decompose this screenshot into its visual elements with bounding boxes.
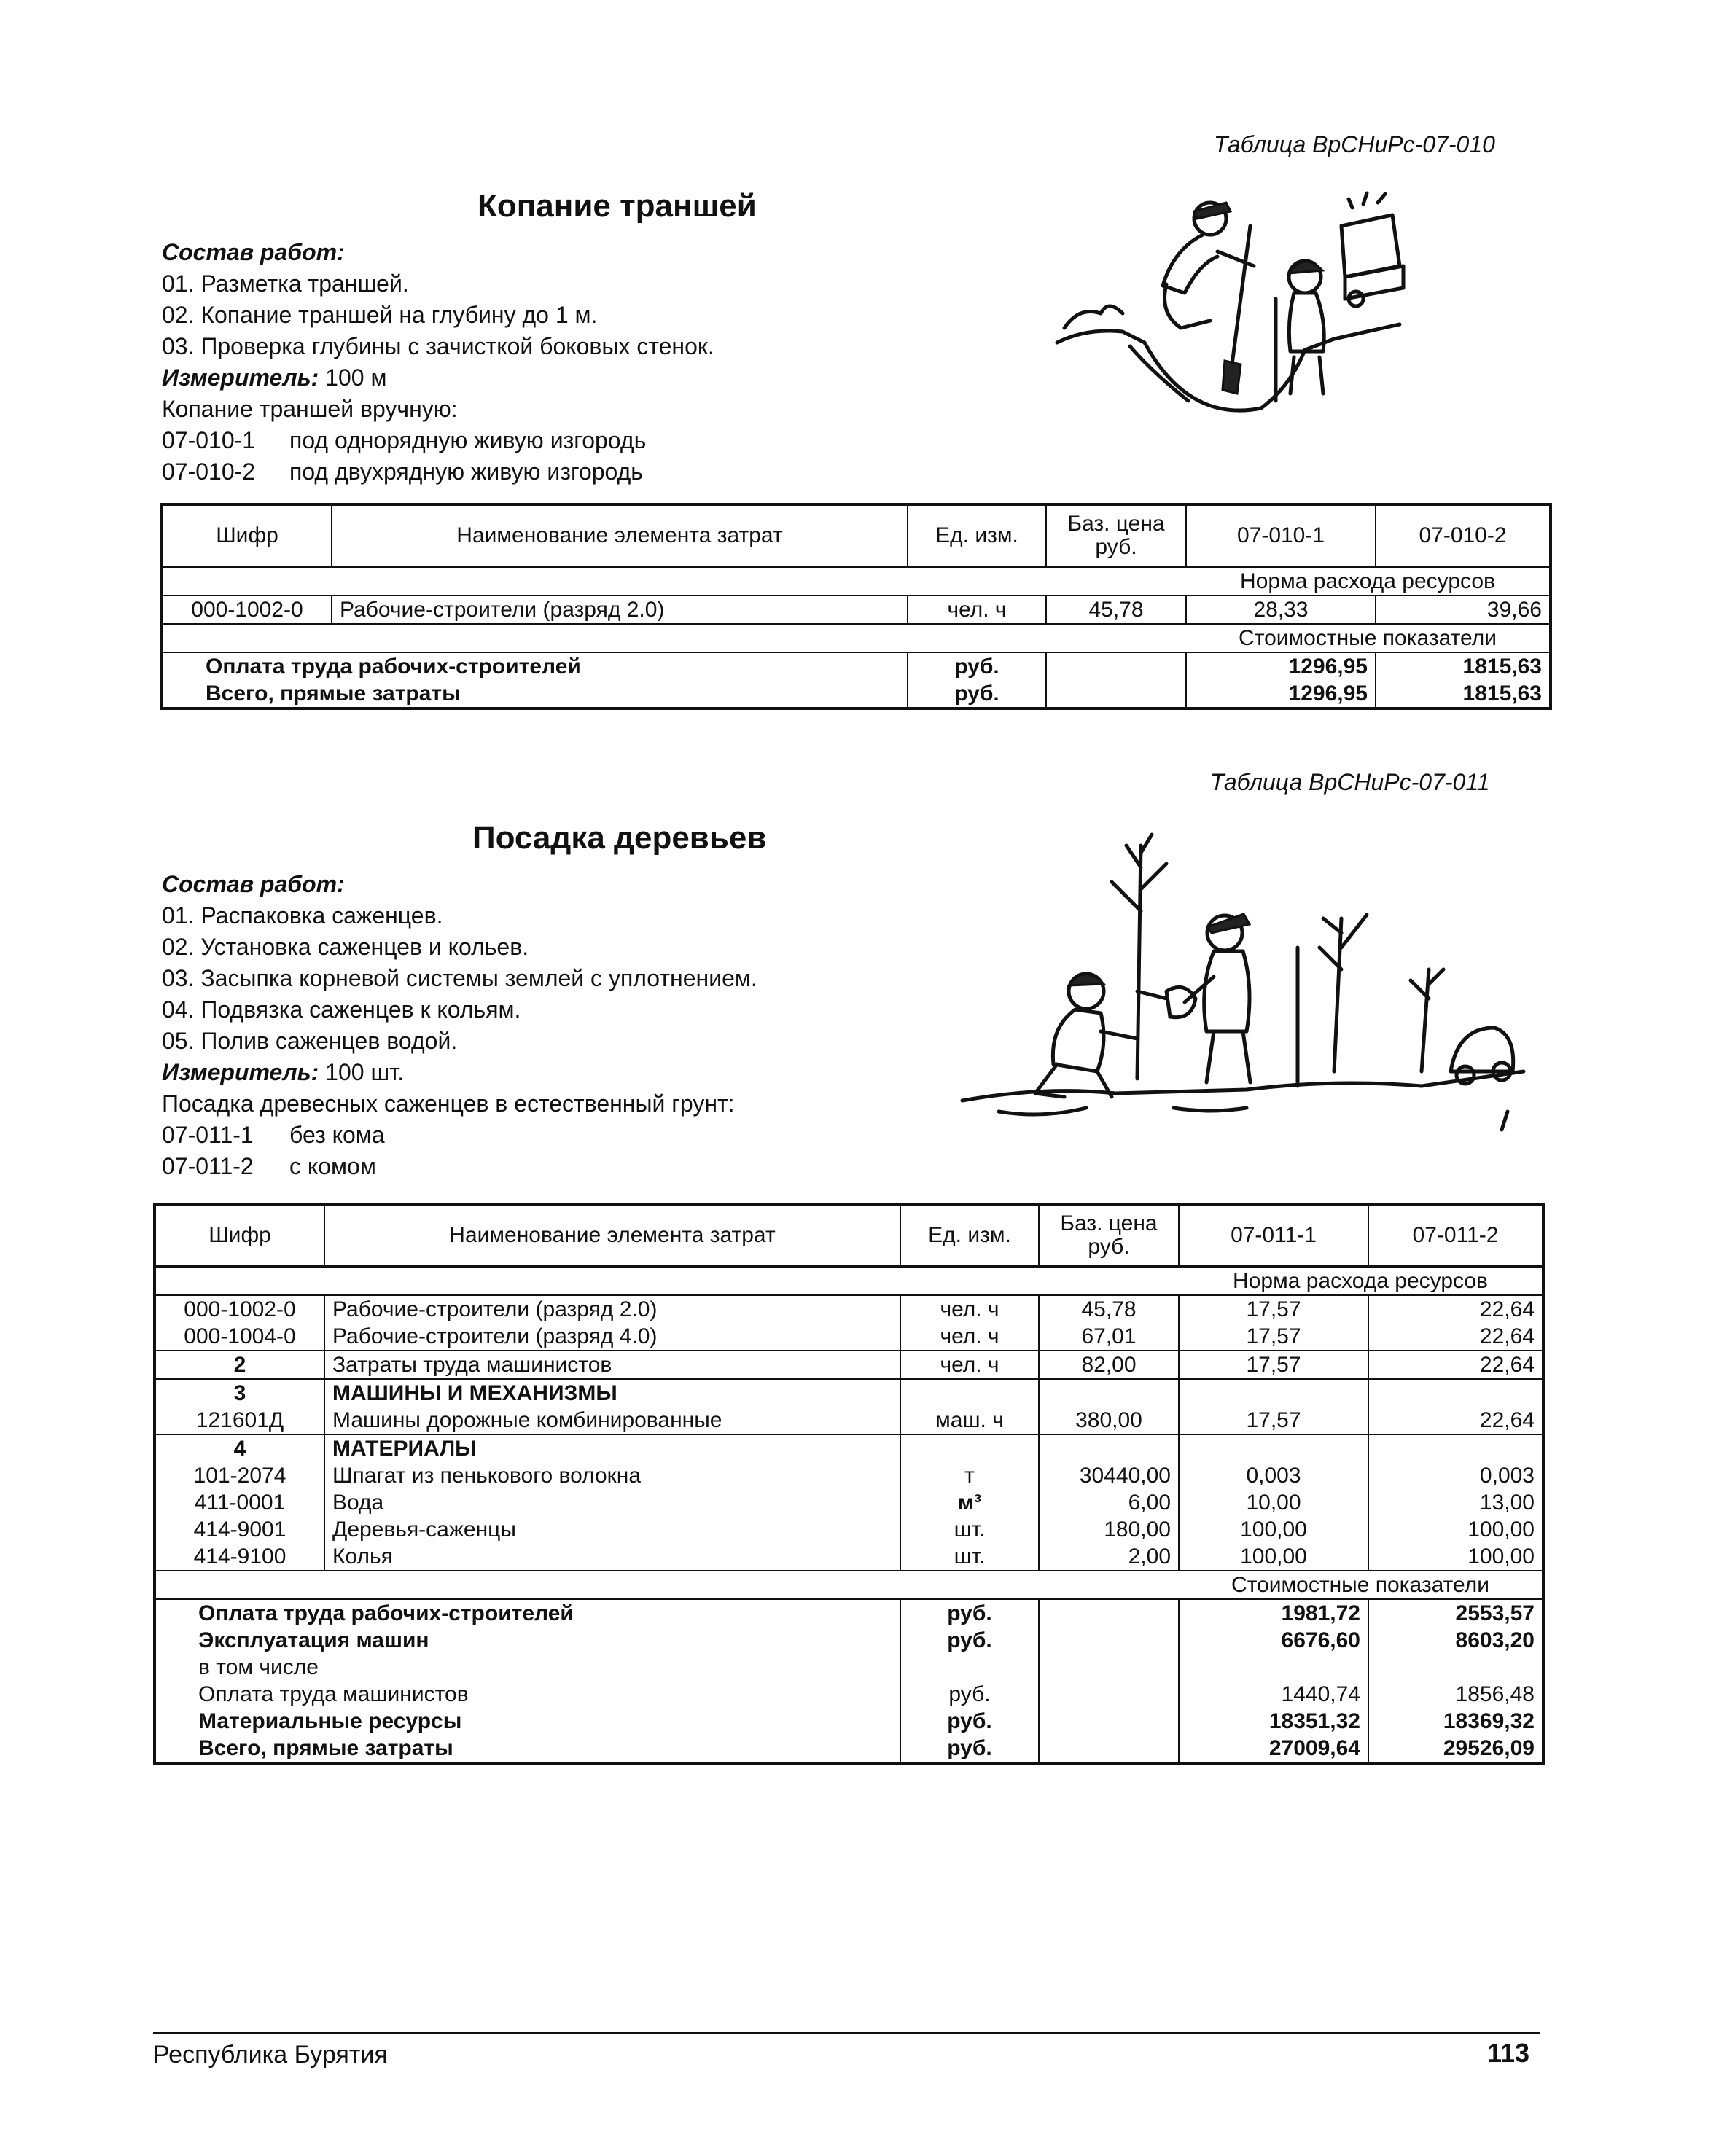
table-row: 4 МАТЕРИАЛЫ bbox=[155, 1434, 1543, 1462]
header-code: Шифр bbox=[155, 1204, 324, 1267]
tree-planting-illustration bbox=[955, 824, 1538, 1144]
variant: 07-011-2 с комом bbox=[162, 1153, 376, 1179]
table-row: 000-1002-0 Рабочие-строители (разряд 2.0) чел. ч 45,78 28,33 39,66 bbox=[162, 595, 1551, 624]
header-name: Наименование элемента затрат bbox=[324, 1204, 900, 1267]
header-unit: Ед. изм. bbox=[908, 504, 1046, 567]
total-row: Эксплуатация машин руб. 6676,60 8603,20 bbox=[155, 1627, 1543, 1654]
total-row: Оплата труда рабочих-строителей руб. 1296,95 1815,63 bbox=[162, 652, 1551, 680]
measure: Измеритель: 100 м bbox=[162, 364, 387, 391]
header-code: Шифр bbox=[162, 504, 332, 567]
table-row: 3 МАШИНЫ И МЕХАНИЗМЫ bbox=[155, 1379, 1543, 1407]
norm-label-row: Норма расхода ресурсов bbox=[162, 567, 1551, 596]
header-col1: 07-010-1 bbox=[1186, 504, 1376, 567]
table-id: Таблица ВрСНиРс-07-010 bbox=[1214, 131, 1495, 157]
footer-divider bbox=[153, 2032, 1540, 2034]
header-col1: 07-011-1 bbox=[1179, 1204, 1368, 1267]
table-id: Таблица ВрСНиРс-07-011 bbox=[1210, 769, 1490, 795]
header-price: Баз. цена руб. bbox=[1046, 504, 1186, 567]
description: Копание траншей вручную: bbox=[162, 396, 458, 422]
section-title: Копание траншей bbox=[477, 188, 757, 224]
variant: 07-010-1 под однорядную живую изгородь bbox=[162, 427, 647, 453]
variant: 07-010-2 под двухрядную живую изгородь bbox=[162, 458, 643, 485]
header-name: Наименование элемента затрат bbox=[332, 504, 908, 567]
table-row: 414-9100 Колья шт. 2,00 100,00 100,00 bbox=[155, 1543, 1543, 1571]
trench-digging-illustration bbox=[1042, 182, 1407, 459]
header-col2: 07-011-2 bbox=[1368, 1204, 1543, 1267]
header-unit: Ед. изм. bbox=[900, 1204, 1039, 1267]
table-row: 000-1004-0 Рабочие-строители (разряд 4.0) чел. ч 67,01 17,57 22,64 bbox=[155, 1323, 1543, 1351]
step: 02. Установка саженцев и кольев. bbox=[162, 934, 529, 960]
table-row: 414-9001 Деревья-саженцы шт. 180,00 100,00 100,00 bbox=[155, 1516, 1543, 1543]
table-header-row bbox=[155, 1204, 1543, 1267]
total-row: Оплата труда машинистов руб. 1440,74 1856,48 bbox=[155, 1681, 1543, 1708]
step: 04. Подвязка саженцев к кольям. bbox=[162, 996, 521, 1023]
table-row: 411-0001 Вода м³ 6,00 10,00 13,00 bbox=[155, 1489, 1543, 1516]
section-title: Посадка деревьев bbox=[472, 820, 767, 856]
total-row: в том числе bbox=[155, 1654, 1543, 1681]
footer-region: Республика Бурятия bbox=[153, 2041, 388, 2069]
step: 01. Распаковка саженцев. bbox=[162, 902, 443, 929]
variant: 07-011-1 без кома bbox=[162, 1122, 385, 1148]
header-price: Баз. цена руб. bbox=[1039, 1204, 1179, 1267]
description: Посадка древесных саженцев в естественный грунт: bbox=[162, 1090, 735, 1117]
composition-heading: Состав работ: bbox=[162, 239, 345, 265]
total-row: Оплата труда рабочих-строителей руб. 1981,72 2553,57 bbox=[155, 1599, 1543, 1627]
table-row: 121601Д Машины дорожные комбинированные маш. ч 380,00 17,57 22,64 bbox=[155, 1407, 1543, 1434]
cost-table bbox=[153, 1203, 1545, 1765]
step: 05. Полив саженцев водой. bbox=[162, 1028, 458, 1054]
page-number: 113 bbox=[1487, 2038, 1530, 2068]
header-col2: 07-010-2 bbox=[1376, 504, 1551, 567]
table-row: 000-1002-0 Рабочие-строители (разряд 2.0) чел. ч 45,78 17,57 22,64 bbox=[155, 1295, 1543, 1323]
measure: Измеритель: 100 шт. bbox=[162, 1059, 405, 1085]
composition-heading: Состав работ: bbox=[162, 871, 345, 897]
work-composition bbox=[162, 869, 757, 1182]
work-composition bbox=[162, 237, 714, 488]
total-row: Всего, прямые затраты руб. 27009,64 29526,09 bbox=[155, 1735, 1543, 1763]
step: 02. Копание траншей на глубину до 1 м. bbox=[162, 302, 598, 328]
total-row: Всего, прямые затраты руб. 1296,95 1815,63 bbox=[162, 680, 1551, 708]
table-row: 2 Затраты труда машинистов чел. ч 82,00 17,57 22,64 bbox=[155, 1351, 1543, 1379]
total-row: Материальные ресурсы руб. 18351,32 18369,32 bbox=[155, 1708, 1543, 1735]
norm-label-row: Норма расхода ресурсов bbox=[155, 1267, 1543, 1296]
table-header-row bbox=[162, 504, 1551, 567]
cost-table bbox=[160, 503, 1552, 710]
cost-label-row: Стоимостные показатели bbox=[162, 624, 1551, 652]
step: 03. Засыпка корневой системы землей с уплотнением. bbox=[162, 965, 757, 991]
step: 03. Проверка глубины с зачисткой боковых стенок. bbox=[162, 333, 714, 359]
step: 01. Разметка траншей. bbox=[162, 270, 409, 297]
table-row: 101-2074 Шпагат из пенькового волокна т 30440,00 0,003 0,003 bbox=[155, 1462, 1543, 1489]
cost-label-row: Стоимостные показатели bbox=[155, 1571, 1543, 1599]
